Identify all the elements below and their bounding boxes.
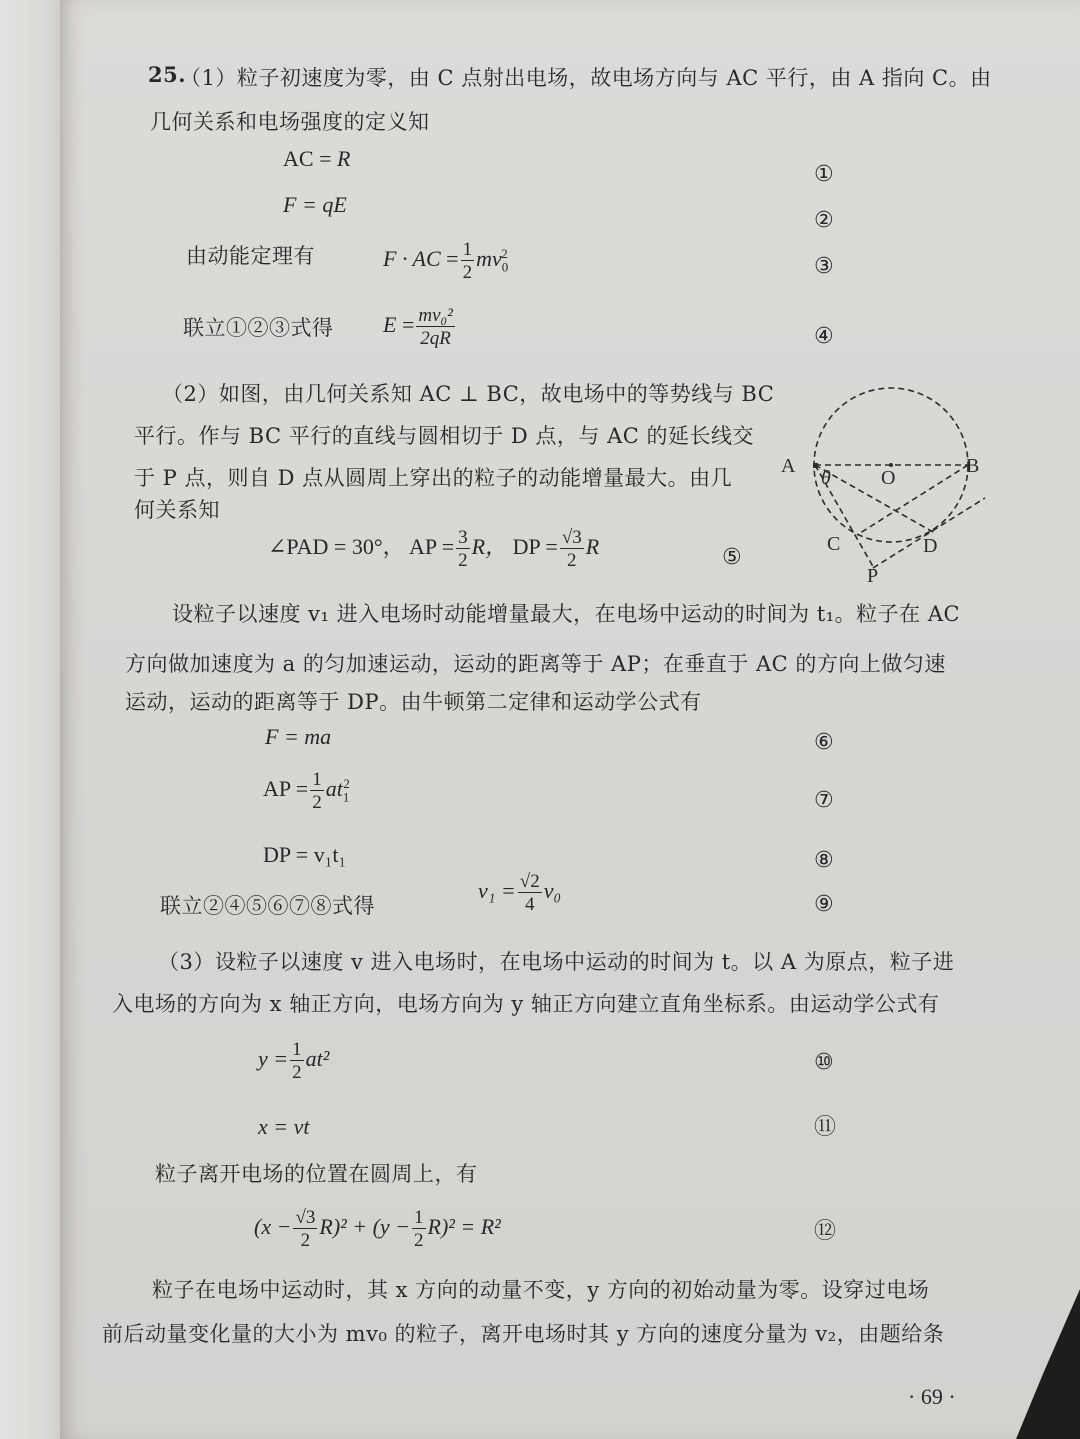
equation-2: F = qE bbox=[283, 192, 347, 217]
equation-tag-8: ⑧ bbox=[814, 848, 834, 873]
equation-tag-12: ⑫ bbox=[814, 1219, 837, 1244]
equation-tag-7: ⑦ bbox=[814, 788, 834, 813]
geometry-diagram bbox=[775, 380, 1005, 590]
part3-line1: （3）设粒子以速度 v 进入电场时，在电场中运动的时间为 t。以 A 为原点，粒子进 bbox=[158, 950, 955, 974]
equation-tag-2: ② bbox=[814, 208, 834, 233]
equation-tag-10: ⑩ bbox=[814, 1050, 834, 1075]
equation-tag-11: ⑪ bbox=[814, 1115, 837, 1140]
part1-line1: （1）粒子初速度为零，由 C 点射出电场，故电场方向与 AC 平行，由 A 指向 C。由 bbox=[180, 66, 992, 90]
equation-tag-6: ⑥ bbox=[814, 730, 834, 755]
part3-line3: 粒子离开电场的位置在圆周上，有 bbox=[155, 1162, 478, 1186]
equation-9-prefix: 联立②④⑤⑥⑦⑧式得 bbox=[160, 894, 375, 918]
equation-5: ∠PAD = 30°， AP = $\frac{3}{2}$ R， DP = $\frac{√3}{2}$ R bbox=[268, 527, 600, 571]
equation-tag-5: ⑤ bbox=[722, 545, 742, 570]
problem-number: 25. bbox=[148, 62, 187, 87]
equation-8: DP = v₁t₁ bbox=[263, 842, 347, 867]
part2-line1: （2）如图，由几何关系知 AC ⊥ BC，故电场中的等势线与 BC bbox=[162, 382, 775, 406]
part2-line4: 何关系知 bbox=[134, 498, 220, 522]
equation-tag-9: ⑨ bbox=[814, 892, 834, 917]
equation-12: (x − $\frac{√3}{2}$ R)² + (y − $\frac{1}{2}$ R)² = R² bbox=[254, 1207, 501, 1251]
part3-line2: 入电场的方向为 x 轴正方向，电场方向为 y 轴正方向建立直角坐标系。由运动学公式有 bbox=[112, 992, 940, 1016]
part2-paragraph-3: 运动，运动的距离等于 DP。由牛顿第二定律和运动学公式有 bbox=[125, 690, 702, 714]
label-d: D bbox=[923, 535, 938, 557]
part2-line2: 平行。作与 BC 平行的直线与圆相切于 D 点，与 AC 的延长线交 bbox=[134, 424, 755, 448]
equation-3: F · AC = $\frac{1}{2}$ $mv_0^2$ bbox=[383, 239, 509, 283]
equation-tag-4: ④ bbox=[814, 324, 834, 349]
part2-paragraph-1: 设粒子以速度 v₁ 进入电场时动能增量最大，在电场中运动的时间为 t₁。粒子在 AC bbox=[172, 602, 961, 626]
equation-4-prefix: 联立①②③式得 bbox=[183, 316, 334, 340]
label-b: B bbox=[966, 455, 980, 477]
part2-paragraph-2: 方向做加速度为 a 的匀加速运动，运动的距离等于 AP；在垂直于 AC 的方向上做匀速 bbox=[125, 652, 946, 676]
label-c: C bbox=[827, 533, 841, 555]
equation-7: AP = $\frac{1}{2}$ $at_1^2$ bbox=[263, 769, 350, 813]
equation-10: y = $\frac{1}{2}$ at² bbox=[258, 1039, 330, 1083]
equation-3-prefix: 由动能定理有 bbox=[186, 244, 315, 268]
equation-tag-3: ③ bbox=[814, 254, 834, 279]
part2-line3: 于 P 点，则自 D 点从圆周上穿出的粒子的动能增量最大。由几 bbox=[134, 466, 733, 490]
label-p: P bbox=[867, 565, 879, 587]
label-theta: θ bbox=[821, 467, 831, 489]
equation-1: AC = R bbox=[283, 146, 351, 171]
equation-11: x = vt bbox=[258, 1114, 310, 1139]
textbook-page bbox=[60, 0, 1080, 1439]
page-number: · 69 · bbox=[908, 1384, 956, 1409]
label-o: O bbox=[881, 467, 896, 489]
label-a: A bbox=[781, 455, 796, 477]
equation-6: F = ma bbox=[265, 724, 332, 749]
part3-line5: 前后动量变化量的大小为 mv₀ 的粒子，离开电场时其 y 方向的速度分量为 v₂，由题给条 bbox=[102, 1322, 945, 1346]
equation-4: E = $\frac{\text{mv₀²}}{2qR}$ bbox=[383, 305, 453, 349]
line-bc bbox=[857, 465, 968, 535]
line-pd-tangent bbox=[873, 498, 985, 568]
part1-line2: 几何关系和电场强度的定义知 bbox=[150, 110, 430, 134]
equation-tag-1: ① bbox=[814, 162, 834, 187]
part3-line4: 粒子在电场中运动时，其 x 方向的动量不变，y 方向的初始动量为零。设穿过电场 bbox=[152, 1278, 930, 1302]
equation-9: v₁ = $\frac{√2}{4}$ v₀ bbox=[478, 871, 562, 915]
